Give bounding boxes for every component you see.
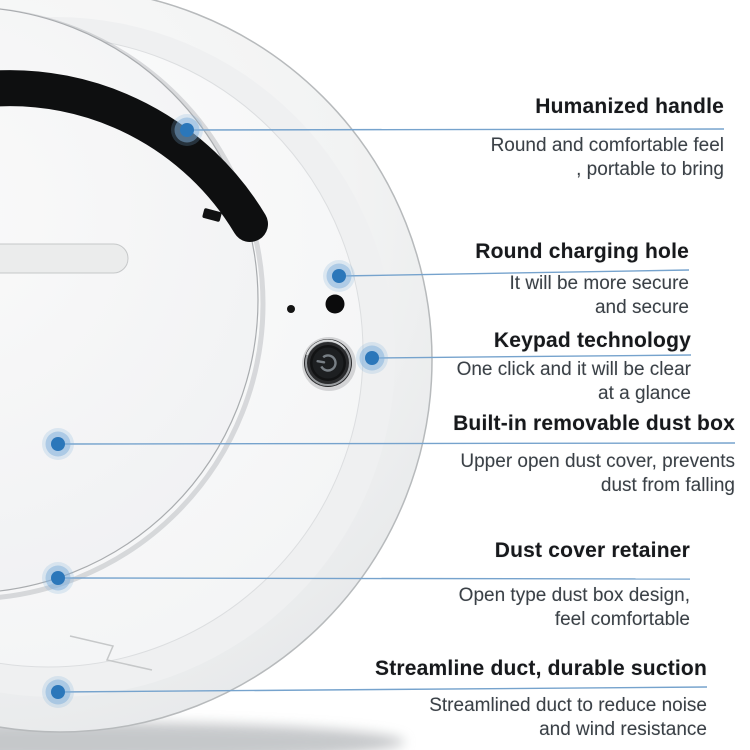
callout-marker-charging-hole bbox=[323, 260, 355, 292]
callout-title: Dust cover retainer bbox=[494, 539, 690, 562]
callout-title: Streamline duct, durable suction bbox=[375, 657, 707, 680]
callout-title: Round charging hole bbox=[475, 240, 689, 263]
handle-recess-slot bbox=[0, 244, 128, 273]
callout-streamline-duct bbox=[375, 656, 707, 742]
callout-description-line: dust from falling bbox=[600, 475, 735, 496]
indicator-dot bbox=[287, 305, 295, 313]
power-button bbox=[302, 337, 356, 391]
callout-description-line: Round and comfortable feel bbox=[490, 135, 724, 156]
callout-description-line: feel comfortable bbox=[554, 609, 690, 630]
callout-round-charging-hole bbox=[475, 239, 689, 320]
callout-keypad-technology bbox=[457, 328, 691, 406]
callout-title: Keypad technology bbox=[493, 329, 691, 352]
callout-description-line: at a glance bbox=[598, 383, 691, 404]
callout-description-line: It will be more secure bbox=[509, 273, 689, 294]
callout-dust-cover-retainer bbox=[459, 538, 690, 632]
callout-marker-dust-cover-retainer bbox=[42, 562, 74, 594]
callout-description-line: Upper open dust cover, prevents bbox=[460, 451, 735, 472]
callout-description-line: Streamlined duct to reduce noise bbox=[429, 695, 707, 716]
callout-title: Humanized handle bbox=[535, 95, 724, 118]
callout-marker-handle bbox=[171, 114, 203, 146]
callout-description-line: and secure bbox=[594, 297, 689, 318]
callout-built-in-removable-dust-box bbox=[453, 411, 735, 498]
callout-marker-dust-box bbox=[42, 428, 74, 460]
callout-description-line: , portable to bring bbox=[576, 159, 724, 180]
callout-marker-streamline-duct bbox=[42, 676, 74, 708]
callout-description-line: Open type dust box design, bbox=[458, 585, 690, 606]
charging-hole bbox=[326, 295, 345, 314]
callout-title: Built-in removable dust box bbox=[453, 412, 735, 435]
callout-marker-keypad bbox=[356, 342, 388, 374]
callout-description-line: and wind resistance bbox=[539, 719, 707, 740]
callout-description-line: One click and it will be clear bbox=[456, 359, 691, 380]
callout-humanized-handle bbox=[491, 94, 724, 182]
